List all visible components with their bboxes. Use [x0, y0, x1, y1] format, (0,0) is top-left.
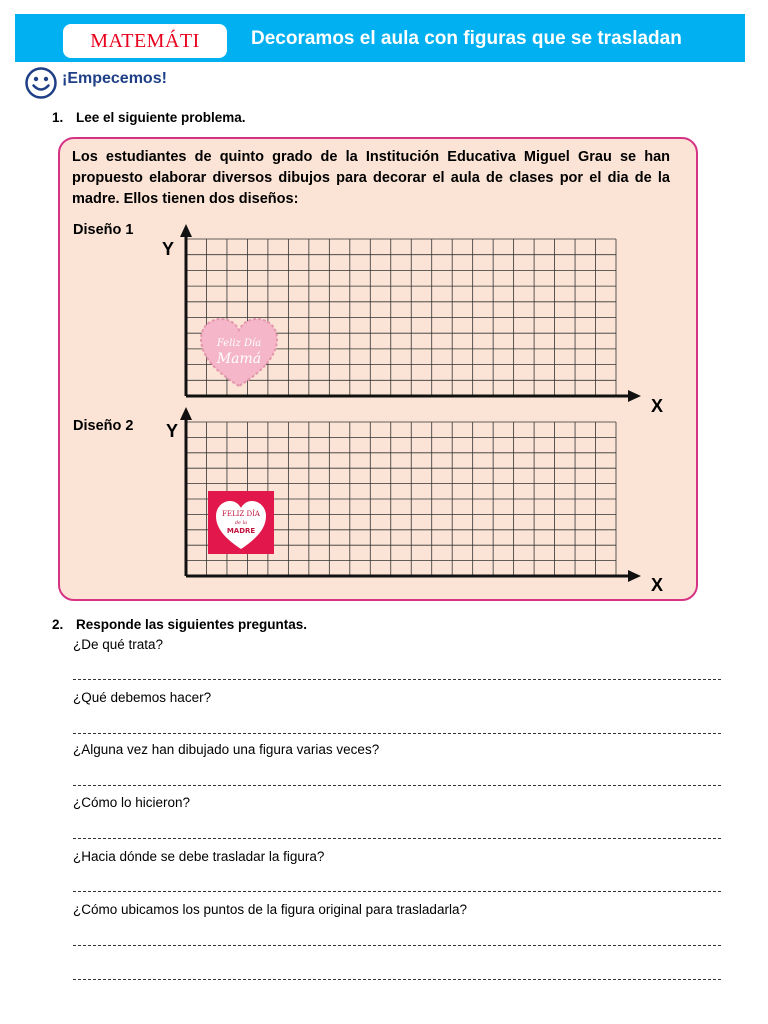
design-2-label: Diseño 2 — [73, 418, 134, 434]
design-2-figure-line-3: MADRE — [226, 527, 256, 535]
problem-text: Los estudiantes de quinto grado de la Institución Educativa Miguel Grau se han propuesto elaborar diversos dibujos para decorar el aula de clases por el dia de la madre. Ellos tienen dos diseños: — [72, 149, 670, 207]
step-2-text: Responde las siguientes preguntas. — [76, 617, 308, 632]
question-5: ¿Hacia dónde se debe trasladar la figura? — [73, 849, 325, 864]
question-2: ¿Qué debemos hacer? — [73, 690, 212, 705]
question-6: ¿Cómo ubicamos los puntos de la figura original para trasladarla? — [73, 902, 467, 917]
design-2-grid — [176, 405, 646, 585]
design-2-y-axis-label: Y — [166, 421, 179, 441]
answer-line-7[interactable] — [73, 979, 721, 980]
page-title: Decoramos el aula con figuras que se trasladan — [251, 28, 682, 49]
answer-line-2[interactable] — [73, 733, 721, 734]
design-1-x-axis-label: X — [651, 396, 664, 416]
answer-line-6[interactable] — [73, 945, 721, 946]
design-2-figure-line-1: FELIZ DÍA — [222, 510, 260, 518]
subject-badge: MATEMÁTI — [63, 24, 227, 58]
header-bar — [15, 14, 745, 62]
answer-line-4[interactable] — [73, 838, 721, 839]
step-1-number: 1. — [52, 110, 64, 125]
step-2 — [52, 617, 452, 635]
design-2-square-figure — [208, 491, 274, 554]
question-4: ¿Cómo lo hicieron? — [73, 795, 191, 810]
step-1 — [52, 110, 352, 128]
answer-line-1[interactable] — [73, 679, 721, 680]
design-1-figure-line-1: Feliz Día — [216, 338, 262, 349]
design-1-grid — [176, 222, 646, 406]
design-1-label: Diseño 1 — [73, 222, 134, 238]
design-2-x-axis-label: X — [651, 575, 664, 595]
step-2-number: 2. — [52, 617, 64, 632]
design-1-heart-figure — [201, 319, 277, 386]
answer-line-5[interactable] — [73, 891, 721, 892]
design-1-y-axis-label: Y — [162, 239, 175, 259]
smiley-icon — [24, 66, 58, 100]
answer-line-3[interactable] — [73, 785, 721, 786]
question-3: ¿Alguna vez han dibujado una figura varias veces? — [73, 742, 380, 757]
step-1-text: Lee el siguiente problema. — [76, 110, 246, 125]
design-1-figure-line-2: Mamá — [216, 351, 262, 367]
section-start-label: ¡Empecemos! — [62, 70, 167, 87]
question-1: ¿De qué trata? — [73, 637, 164, 652]
design-2-figure-line-2: de la — [234, 520, 248, 526]
